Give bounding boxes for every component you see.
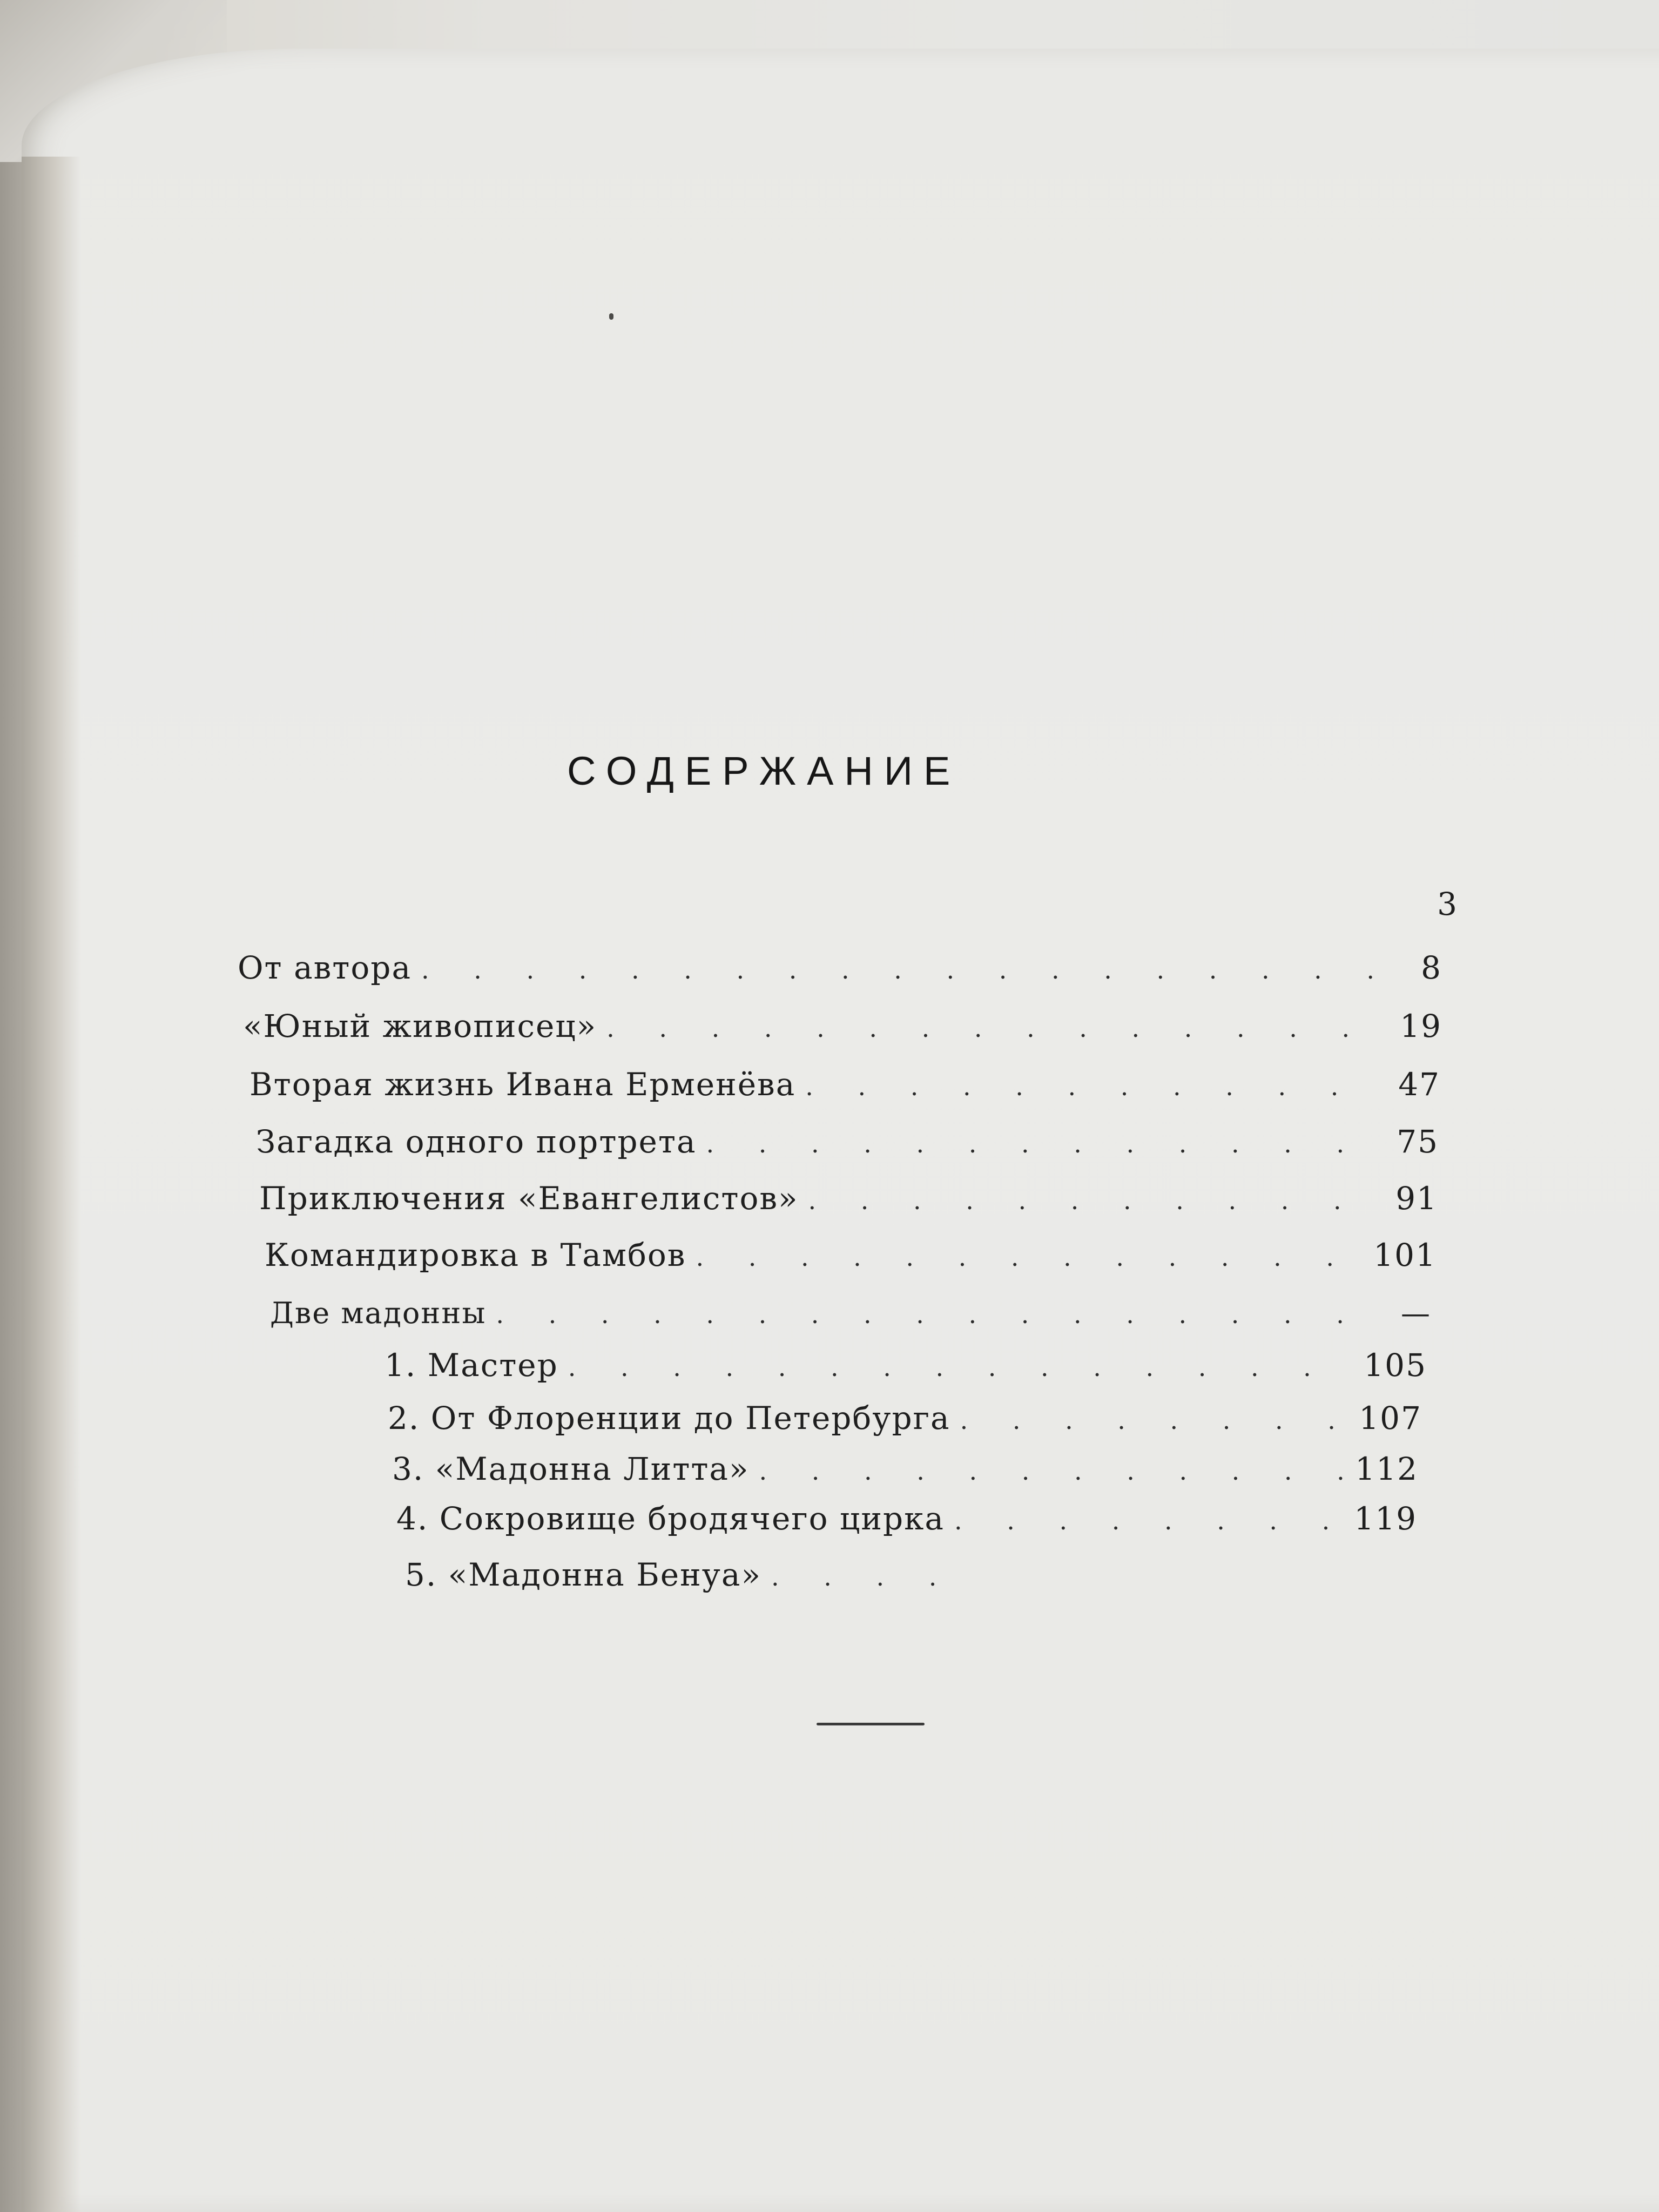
dot-leader (805, 1072, 1371, 1101)
toc-subentry (385, 1347, 1427, 1390)
entry-title: 4. Сокровище бродячего цирка (396, 1500, 945, 1537)
dot-leader (954, 1506, 1344, 1535)
page-number: 75 (1397, 1123, 1439, 1160)
page-number: 47 (1398, 1066, 1440, 1103)
entry-title: 3. «Мадонна Литта» (392, 1451, 750, 1487)
entry-title: Загадка одного портрета (256, 1123, 697, 1160)
page-number: 105 (1364, 1347, 1427, 1384)
toc-subentry (388, 1400, 1422, 1443)
entry-title: Командировка в Тамбов (265, 1237, 686, 1273)
toc-entry (249, 1066, 1440, 1109)
entry-title: Вторая жизнь Ивана Ерменёва (249, 1066, 796, 1103)
dot-leader (706, 1129, 1370, 1158)
toc-entry (256, 1123, 1439, 1166)
toc-subentry (392, 1451, 1418, 1494)
toc-top-page-number (1399, 886, 1458, 929)
dot-leader (696, 1243, 1364, 1272)
dot-leader (606, 1014, 1373, 1043)
entry-title: От автора (238, 949, 412, 986)
toc-entry (270, 1296, 1431, 1339)
closing-ornament-rule (817, 1723, 925, 1725)
page-number: — (1401, 1296, 1431, 1330)
toc-subentry (396, 1500, 1417, 1543)
toc-entry (265, 1237, 1437, 1280)
page-number: 3 (1437, 886, 1458, 922)
entry-title: 1. Мастер (385, 1347, 558, 1384)
toc-title: СОДЕРЖАНИЕ (567, 748, 961, 793)
entry-title: «Юный живописец» (243, 1008, 597, 1044)
page-number: 107 (1359, 1400, 1422, 1437)
dot-leader (960, 1406, 1350, 1435)
page-number: 112 (1355, 1451, 1418, 1487)
toc-subentry (405, 1556, 1026, 1600)
page-number: 91 (1395, 1180, 1438, 1217)
toc-entry (243, 1008, 1442, 1051)
page-number: 119 (1354, 1500, 1417, 1537)
entry-title: Две мадонны (270, 1296, 487, 1330)
dot-leader (808, 1186, 1368, 1215)
dot-leader (568, 1353, 1354, 1382)
entry-title: Приключения «Евангелистов» (259, 1180, 799, 1217)
page-number: 19 (1400, 1008, 1442, 1044)
entry-title: 2. От Флоренции до Петербурга (388, 1400, 950, 1437)
page-number: 8 (1421, 949, 1442, 986)
dot-leader (771, 1562, 957, 1591)
entry-title: 5. «Мадонна Бенуа» (405, 1556, 761, 1593)
dot-leader (421, 955, 1373, 984)
dot-leader (496, 1300, 1362, 1329)
page-number: 101 (1373, 1237, 1437, 1273)
toc-entry (259, 1180, 1438, 1223)
dot-leader (759, 1456, 1345, 1486)
toc-entry (238, 949, 1442, 993)
